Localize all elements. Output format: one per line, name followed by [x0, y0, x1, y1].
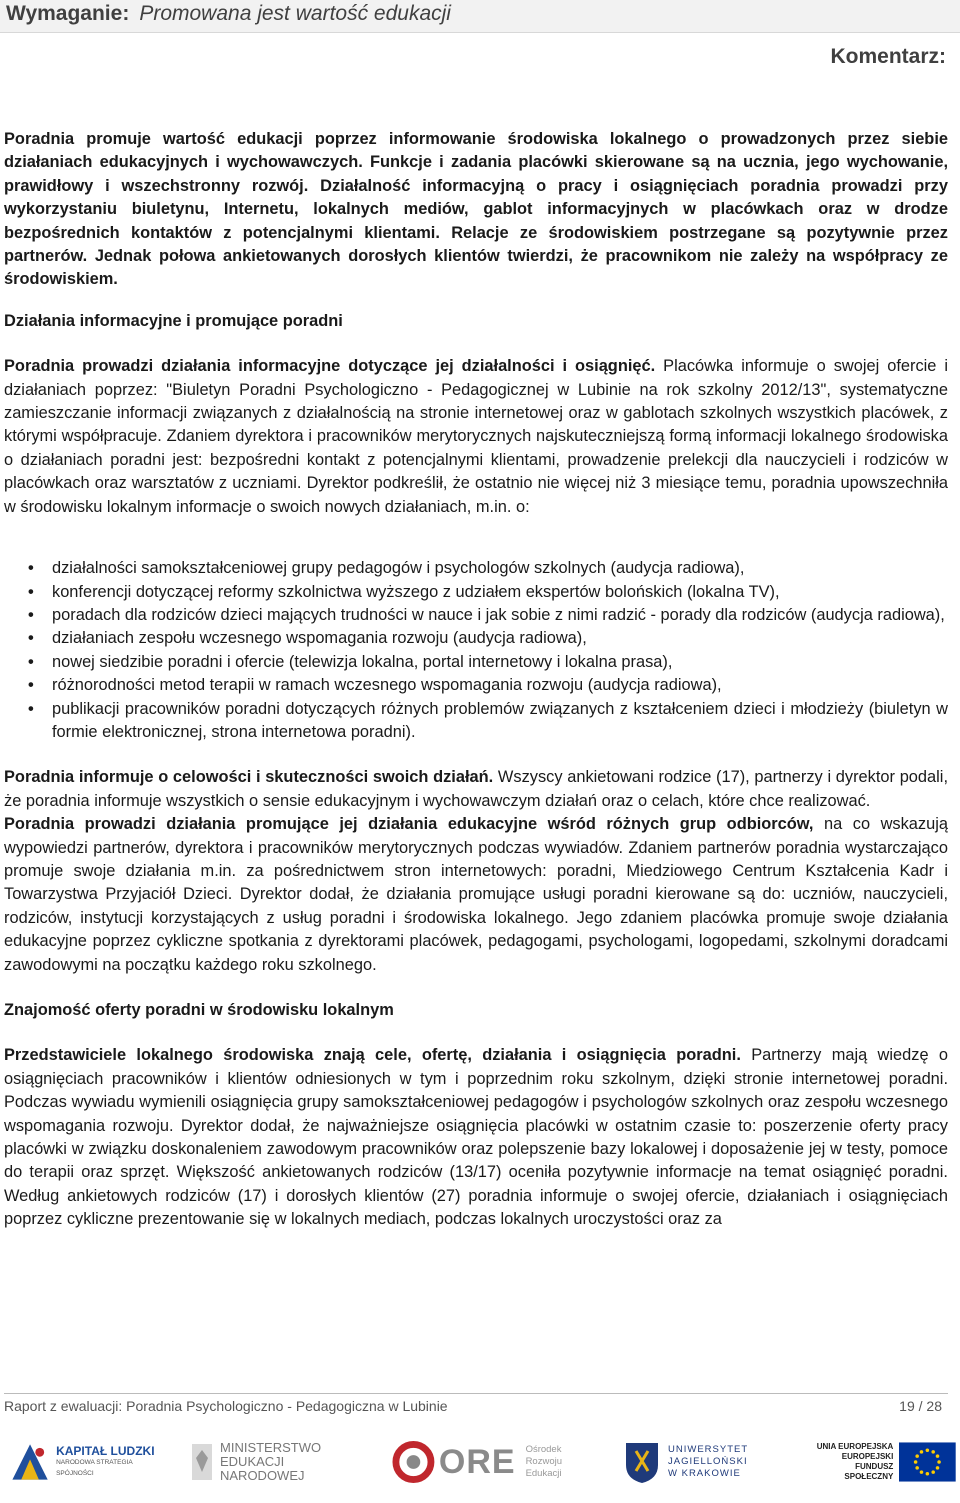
report-title: Raport z ewaluacji: Poradnia Psychologiczno - Pedagogiczna w Lubinie — [4, 1398, 448, 1414]
paragraph-lead: Poradnia prowadzi działania promujące jej działania edukacyjne wśród różnych grup odbiorców, — [4, 815, 814, 834]
kl-subtitle: NARODOWA STRATEGIA SPÓJNOŚCI — [56, 1458, 133, 1477]
eu-line-2: EUROPEJSKI — [841, 1452, 894, 1461]
eu-line-3: FUNDUSZ SPOŁECZNY — [844, 1462, 894, 1481]
requirement-heading — [6, 0, 451, 28]
page-header — [0, 0, 960, 76]
requirement-title: Promowana jest wartość edukacji — [139, 2, 451, 25]
paragraph-local-environment — [4, 1044, 948, 1231]
paragraph-purposefulness — [4, 766, 948, 813]
report-body — [4, 128, 948, 1232]
kapital-ludzki-icon — [8, 1437, 52, 1487]
list-item: • różnorodności metod terapii w ramach wczesnego wspomagania rozwoju (audycja radiowa), — [52, 674, 948, 697]
list-item: • działaniach zespołu wczesnego wspomagania rozwoju (audycja radiowa), — [52, 627, 948, 650]
requirement-bar — [0, 0, 960, 33]
page-footer — [4, 1396, 948, 1416]
eu-flag-icon — [899, 1442, 956, 1482]
list-item: • konferencji dotyczącej reformy szkolnictwa wyższego z udziałem ekspertów bolońskich (lokalna TV), — [52, 581, 948, 604]
eu-line-1: UNIA EUROPEJSKA — [816, 1442, 894, 1451]
paragraph-text: na co wskazują wypowiedzi partnerów, dyrektora i pracowników merytorycznych podczas wywiadów. Zdaniem partnerów poradnia wystarczająco promuje swoje działania m.in. za pośrednictwem stron internetowych: poradni, Miedziowego Centrum Kształcenia Kadr i Towarzystwa Przyjaciół Dzieci. Dyrektor dodał, że działania promujące usługi poradni kierowane są do: uczniów, nauczycieli, rodziców, instytucji korzystających z usług poradni i środowiska lokalnego. Jego zdaniem placówka promuje swoje działania edukacyjne poprzez cykliczne spotkania z dyrektorami placówek, pedagogami, psychologami, logopedami, szkolnymi doradcami zawodowymi na początku każdego roku szkolnego. — [4, 815, 948, 974]
paragraph-information-activities — [4, 355, 948, 519]
paragraph-lead: Poradnia informuje o celowości i skuteczności swoich działań. — [4, 768, 494, 787]
men-line-2: EDUKACJI — [220, 1454, 285, 1469]
paragraph-text: Wszyscy ankietowani rodzice (17), partnerzy i dyrektor podali, że poradnia informuje wszystkich o sensie edukacyjnym i wychowawczym działań oraz o celach, które chce realizować. — [4, 768, 948, 810]
men-line-3: NARODOWEJ — [220, 1468, 305, 1483]
paragraph-text: Partnerzy mają wiedzę o osiągnięciach pracowników i klientów odniesionych w tym i poprzednim roku szkolnym, dzięki stronie internetowej poradni. Podczas wywiadu wymienili osiągnięcia grupy samokształceniowej pedagogów i psychologów szkolnych oraz zespołu wczesnego wspomagania rozwoju. Dyrektor dodał, że najważniejsze osiągnięcia placówki w ostatnim czasie to: poszerzenie oferty pracy placówki w związku doskonaleniem zawodowym pracowników oraz polepszenie bazy lokalowej i doposażenie jej w testy, pomoce do terapii oraz sprzęt. Większość ankietowanych rodziców (13/17) oceniła pozytywnie informacje na temat osiągnięć poradni. Według ankietowych rodziców (17) i dorosłych klientów (27) poradnia informuje o swojej ofercie, działaniach i osiągnięciach poprzez cykliczne prezentowanie się w lokalnych mediach, podczas lokalnych uroczystości oraz za — [4, 1046, 948, 1229]
requirement-label: Wymaganie: — [6, 2, 130, 25]
men-line-1: MINISTERSTWO — [220, 1440, 322, 1455]
uj-logo — [622, 1425, 752, 1499]
uj-line-1: UNIWERSYTET — [668, 1444, 749, 1455]
comment-label: Komentarz: — [830, 45, 946, 68]
list-item: • działalności samokształceniowej grupy pedagogów i psychologów szkolnych (audycja radiowa), — [52, 557, 948, 580]
section-title-promotion: Działania informacyjne i promujące poradni — [4, 311, 343, 330]
men-logo — [190, 1425, 330, 1499]
uj-crest-icon — [622, 1439, 662, 1485]
kapital-ludzki-logo — [8, 1425, 158, 1499]
uj-line-2: JAGIELLOŃSKI — [668, 1456, 748, 1467]
uj-line-3: W KRAKOWIE — [668, 1468, 741, 1479]
page-number: 19 / 28 — [899, 1398, 942, 1414]
footer-divider — [4, 1393, 948, 1394]
kl-title: KAPITAŁ LUDZKI — [56, 1443, 155, 1458]
paragraph-lead: Przedstawiciele lokalnego środowiska znają cele, ofertę, działania i osiągnięcia poradni. — [4, 1046, 741, 1065]
ore-line-2: Rozwoju — [525, 1456, 562, 1467]
section-title-local-knowledge: Znajomość oferty poradni w środowisku lokalnym — [4, 1001, 394, 1019]
paragraph-text: Placówka informuje o swojej ofercie i działaniach poprzez: "Biuletyn Poradni Psychologiczno - Pedagogicznej w Lubinie na rok szkolny 2012/13", systematyczne zamieszczanie informacji związanych z działalnością na stronie internetowej oraz w gablotach szkolnych wszystkich placówek, z którymi współpracuje. Zdaniem dyrektora i pracowników merytorycznych najskuteczniejszą formą informacji lokalnego środowiska o działaniach poradni jest: bezpośredni kontakt z potencjalnymi klientami, prowadzenie prelekcji dla nauczycieli i rodziców w placówkach oraz warsztatów z uczniami. Dyrektor podkreślił, że ostatnio nie więcej niż 3 miesiące temu, poradnia upowszechniła w środowisku lokalnym informacje o swoich nowych działaniach, m.in. o: — [4, 357, 948, 516]
ore-wordmark: ORE — [438, 1442, 516, 1481]
ore-line-3: Edukacji — [525, 1468, 562, 1479]
list-item: • nowej siedzibie poradni i ofercie (telewizja lokalna, portal internetowy i lokalna prasa), — [52, 651, 948, 674]
list-item: • poradach dla rodziców dzieci mających trudności w nauce i jak sobie z nimi radzić - porady dla rodziców (audycja radiowa), — [52, 604, 948, 627]
summary-paragraph: Poradnia promuje wartość edukacji poprzez informowanie środowiska lokalnego o prowadzonych przez siebie działaniach edukacyjnych i wychowawczych. Funkcje i zadania placówki skierowane są na ucznia, jego wychowanie, prawidłowy i wszechstronny rozwój. Działalność informacyjną o pracy i osiągnięciach poradnia prowadzi przy wykorzystaniu biuletynu, Internetu, lokalnych mediów, gablot informacyjnych w placówkach oraz w drodze bezpośrednich kontaktów z potencjalnymi klientami. Relacje ze środowiskiem postrzegane są pozytywnie przez partnerów. Jednak połowa ankietowanych dorosłych klientów twierdzi, że pracownikom nie zależy na współpracy ze środowiskiem. — [4, 130, 948, 289]
ore-line-1: Ośrodek — [525, 1444, 562, 1455]
ore-ring-icon — [392, 1440, 435, 1484]
paragraph-lead: Poradnia prowadzi działania informacyjne dotyczące jej działalności i osiągnięć. — [4, 357, 656, 376]
paragraph-promotion — [4, 813, 948, 977]
sponsor-logos — [0, 1425, 960, 1503]
information-list — [4, 557, 948, 744]
eagle-emblem-icon — [190, 1442, 214, 1482]
list-item: • publikacji pracowników poradni dotyczących różnych problemów związanych z kształceniem dzieci i młodzieży (biuletyn w formie elektronicznej, strona internetowa poradni). — [52, 698, 948, 745]
eu-logo — [806, 1425, 956, 1499]
ore-logo — [392, 1425, 562, 1499]
